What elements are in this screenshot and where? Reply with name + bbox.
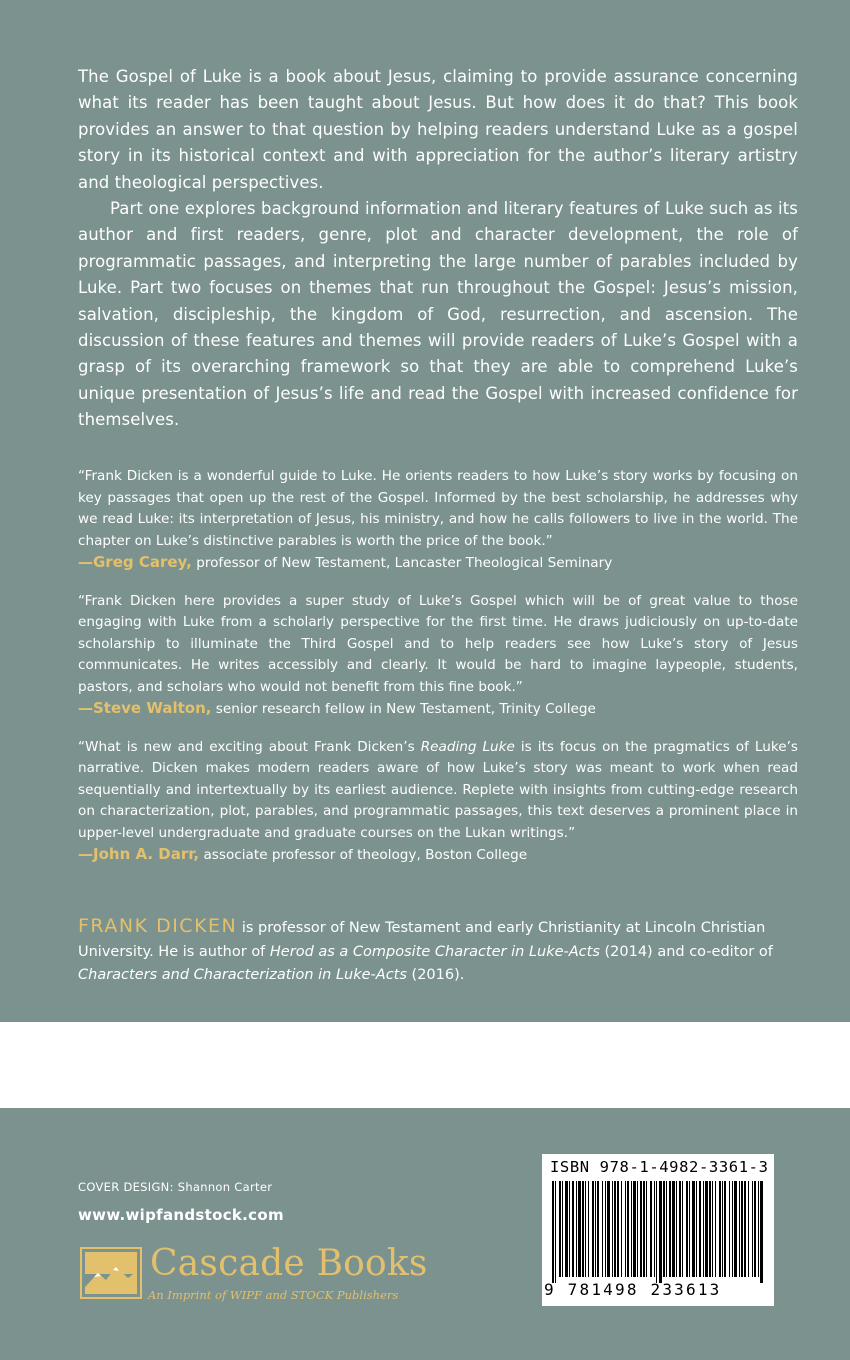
quote-text-after: is its focus on the pragmatics of Luke’s narrative. Dicken makes modern readers aware of how Luke’s story was meant to work when read sequentially and intertextually by its earliest audience. Replete with insights from cutting-edge research on characterization, plot, parables, and programmatic passages, this text deserves a prominent place in upper-level undergraduate and graduate courses on the Lukan writings.” xyxy=(78,738,798,841)
barcode-bar xyxy=(752,1181,753,1277)
barcode-bar xyxy=(715,1181,716,1277)
barcode-bar xyxy=(585,1181,586,1277)
barcode-bar xyxy=(709,1181,711,1277)
credits xyxy=(78,1180,284,1224)
barcode-bar xyxy=(689,1181,690,1277)
barcode-bar xyxy=(754,1181,756,1277)
barcode-bar xyxy=(705,1181,708,1277)
barcode-bar xyxy=(572,1181,574,1277)
endorser-affiliation: professor of New Testament, Lancaster Theological Seminary xyxy=(196,555,613,571)
barcode-bar xyxy=(676,1181,677,1277)
book-description xyxy=(78,64,798,434)
barcode-bar xyxy=(602,1181,603,1277)
endorsement-attribution xyxy=(78,844,798,867)
author-name: FRANK DICKEN xyxy=(78,915,238,937)
author-bio xyxy=(78,915,800,988)
endorser-affiliation: senior research fellow in New Testament, Trinity College xyxy=(215,701,596,717)
barcode-bars xyxy=(552,1181,764,1283)
barcode-bar xyxy=(650,1181,652,1277)
bio-book-1: Herod as a Composite Character in Luke-Acts xyxy=(269,943,600,960)
barcode-bar xyxy=(719,1181,721,1277)
barcode-bar xyxy=(666,1181,667,1277)
barcode-bar xyxy=(607,1181,610,1277)
publisher-website-link[interactable]: www.wipfandstock.com xyxy=(78,1206,284,1224)
barcode-bar xyxy=(612,1181,613,1277)
barcode-digits: 9 781498 233613 xyxy=(544,1280,722,1299)
cover-design-credit: COVER DESIGN: Shannon Carter xyxy=(78,1180,273,1194)
barcode-bar xyxy=(654,1181,655,1277)
barcode-bar xyxy=(576,1181,577,1277)
barcode-bar xyxy=(614,1181,616,1277)
description-paragraph-1: The Gospel of Luke is a book about Jesus, claiming to provide assurance concerning what its reader has been taught about Jesus. But how does it do that? This book provides an answer to that question by helping readers understand Luke as a gospel story in its historical context and with appreciation for the author’s literary artistry and theological perspectives. xyxy=(78,67,798,192)
barcode-bar xyxy=(625,1181,626,1277)
endorsement-attribution xyxy=(78,552,798,575)
barcode-bar xyxy=(633,1181,636,1277)
endorsement-darr xyxy=(78,737,798,867)
endorser-affiliation: associate professor of theology, Boston College xyxy=(203,847,528,863)
barcode-bar xyxy=(565,1181,568,1277)
endorsement-walton xyxy=(78,591,798,721)
barcode-bar xyxy=(578,1181,581,1277)
barcode-bar xyxy=(555,1181,556,1283)
endorsement-quote xyxy=(78,737,798,845)
barcode-bar xyxy=(659,1181,662,1283)
barcode-bar xyxy=(595,1181,596,1277)
barcode-bar xyxy=(627,1181,629,1277)
mountain-logo-icon xyxy=(80,1247,142,1299)
endorser-name: —John A. Darr, xyxy=(78,845,200,863)
endorser-name: —Steve Walton, xyxy=(78,699,212,717)
barcode-bar xyxy=(732,1181,733,1277)
barcode-bar xyxy=(739,1181,740,1277)
description-paragraph-2: Part one explores background information and literary features of Luke such as its author and first readers, genre, plot and character development, the role of programmatic passages, and interpreting the large number of parables included by Luke. Part two focuses on themes that run throughout the Gospel: Jesus’s mission, salvation, discipleship, the kingdom of God, resurrection, and ascension. The discussion of these features and themes will provide readers of Luke’s Gospel with a grasp of its overarching framework so that they are able to comprehend Luke’s unique presentation of Jesus’s life and read the Gospel with increased confidence for themselves. xyxy=(78,199,798,430)
isbn-barcode xyxy=(542,1154,774,1306)
endorsement-carey xyxy=(78,466,798,575)
white-band xyxy=(0,1022,850,1108)
barcode-bar xyxy=(758,1181,759,1277)
barcode-bar xyxy=(617,1181,619,1277)
publisher-logo xyxy=(80,1243,440,1305)
barcode-bar xyxy=(722,1181,723,1277)
barcode-bar xyxy=(588,1181,589,1277)
publisher-name: Cascade Books xyxy=(150,1243,428,1284)
endorsement-attribution xyxy=(78,698,798,721)
bio-text-1: is professor of New Testament and early Christianity at Lincoln Christian University. He is author of xyxy=(78,920,766,960)
barcode-bar xyxy=(631,1181,632,1277)
barcode-bar xyxy=(760,1181,763,1283)
barcode-bar xyxy=(744,1181,746,1277)
barcode-bar xyxy=(597,1181,599,1277)
barcode-bar xyxy=(696,1181,697,1277)
barcode-bar xyxy=(669,1181,671,1277)
quote-text-before: “What is new and exciting about Frank Dicken’s xyxy=(78,738,421,755)
barcode-bar xyxy=(748,1181,749,1277)
endorsement-quote: “Frank Dicken is a wonderful guide to Luke. He orients readers to how Luke’s story works by focusing on key passages that open up the rest of the Gospel. Informed by the best scholarship, he addresses why we read Luke: its interpretation of Jesus, his ministry, and how he calls followers to live in the world. The chapter on Luke’s distinctive parables is worth the price of the book.” xyxy=(78,468,798,549)
barcode-bar xyxy=(692,1181,695,1277)
barcode-bar xyxy=(646,1181,647,1277)
barcode-bar xyxy=(699,1181,701,1277)
barcode-bar xyxy=(552,1181,554,1283)
bio-text-2: (2014) and co-editor of xyxy=(599,943,773,960)
isbn-label: ISBN 978-1-4982-3361-3 xyxy=(550,1158,769,1176)
barcode-bar xyxy=(679,1181,681,1277)
barcode-bar xyxy=(734,1181,737,1277)
barcode-bar xyxy=(672,1181,675,1277)
barcode-bar xyxy=(682,1181,683,1277)
barcode-bar xyxy=(605,1181,606,1277)
barcode-bar xyxy=(712,1181,713,1277)
barcode-bar xyxy=(569,1181,570,1277)
barcode-bar xyxy=(686,1181,688,1277)
barcode-bar xyxy=(643,1181,645,1277)
barcode-bar xyxy=(663,1181,665,1277)
bio-text-3: (2016). xyxy=(406,967,465,983)
bio-book-2: Characters and Characterization in Luke-Acts xyxy=(78,967,407,983)
endorser-name: —Greg Carey, xyxy=(78,553,192,571)
barcode-bar xyxy=(724,1181,726,1277)
barcode-bar xyxy=(703,1181,704,1277)
barcode-bar xyxy=(582,1181,584,1277)
quoted-book-title: Reading Luke xyxy=(420,738,515,755)
barcode-bar xyxy=(592,1181,594,1277)
barcode-bar xyxy=(637,1181,638,1277)
barcode-bar xyxy=(562,1181,563,1277)
endorsement-quote: “Frank Dicken here provides a super study of Luke’s Gospel which will be of great value to those engaging with Luke from a scholarly perspective for the first time. He draws judiciously on up-to-date scholarship to illuminate the Third Gospel and to help readers see how Luke’s story of Jesus communicates. He writes accessibly and clearly. It would be hard to imagine laypeople, students, pastors, and scholars who would not benefit from this fine book.” xyxy=(78,592,798,695)
publisher-tagline: An Imprint of WIPF and STOCK Publishers xyxy=(148,1288,399,1302)
endorsements xyxy=(78,466,798,883)
barcode-bar xyxy=(640,1181,642,1277)
barcode-bar xyxy=(621,1181,622,1277)
barcode-bar xyxy=(656,1181,657,1283)
barcode-bar xyxy=(559,1181,561,1277)
barcode-bar xyxy=(741,1181,743,1277)
barcode-bar xyxy=(729,1181,730,1277)
